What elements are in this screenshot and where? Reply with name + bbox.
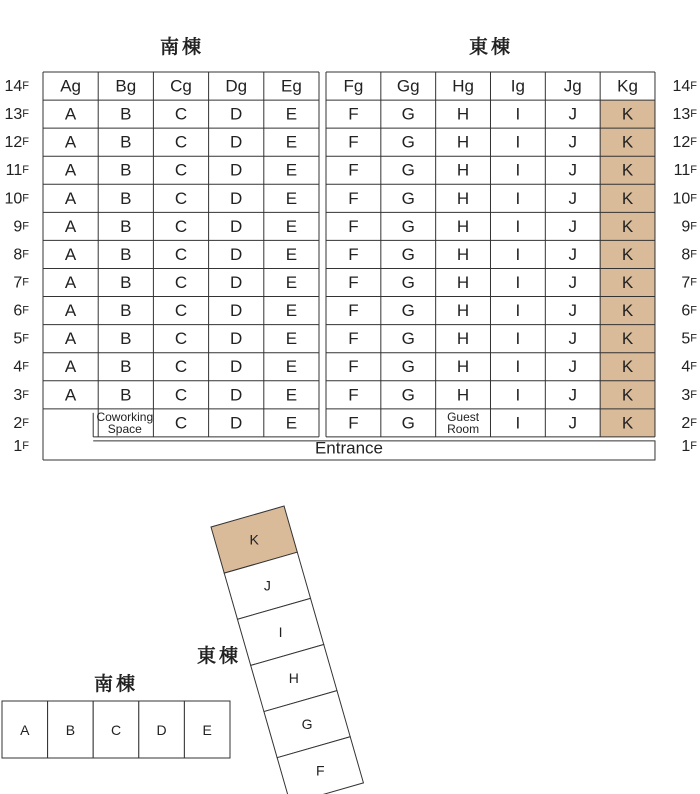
- south-building-title: 南棟: [159, 36, 205, 58]
- floor-number: 7: [681, 274, 691, 292]
- unit-cell: B: [120, 357, 132, 377]
- floor-label-left: [13, 386, 29, 403]
- unit-cell: C: [174, 244, 188, 264]
- column-header: Gg: [396, 76, 420, 96]
- unit-cell: H: [456, 160, 470, 180]
- unit-cell: G: [401, 301, 415, 321]
- unit-cell: B: [120, 132, 132, 152]
- unit-cell: I: [515, 132, 521, 152]
- column-header: Ig: [510, 76, 525, 96]
- coworking-space-label: Coworking: [96, 409, 154, 424]
- floor-label-left: [13, 274, 29, 291]
- unit-cell: D: [230, 132, 243, 152]
- floor-number: 13: [672, 105, 691, 123]
- unit-cell: G: [401, 273, 415, 293]
- unit-cell: D: [230, 357, 243, 377]
- floor-label-left: [13, 414, 29, 431]
- unit-cell: E: [285, 160, 298, 180]
- unit-cell: F: [348, 132, 359, 152]
- unit-cell: K: [621, 132, 634, 152]
- floor-unit: F: [22, 220, 29, 233]
- unit-cell: J: [568, 357, 577, 377]
- unit-cell: C: [174, 132, 188, 152]
- unit-cell: B: [120, 104, 132, 124]
- unit-cell: G: [401, 188, 415, 208]
- unit-cell: A: [64, 244, 77, 264]
- unit-cell: D: [230, 273, 243, 293]
- unit-cell: J: [568, 244, 577, 264]
- unit-cell: K: [621, 160, 634, 180]
- unit-cell: H: [456, 273, 470, 293]
- unit-cell: A: [64, 385, 77, 405]
- unit-cell: H: [456, 244, 470, 264]
- floor-label-right: [681, 358, 697, 375]
- floor-label-left: [13, 246, 29, 263]
- unit-cell: B: [120, 273, 132, 293]
- unit-cell: E: [285, 329, 298, 349]
- floor-unit: F: [690, 136, 697, 149]
- unit-cell: C: [174, 385, 188, 405]
- unit-cell: A: [64, 357, 77, 377]
- unit-cell: F: [348, 160, 359, 180]
- unit-cell: F: [348, 104, 359, 124]
- column-headers: [60, 77, 638, 96]
- unit-cell: C: [174, 357, 188, 377]
- plan-unit-label: B: [65, 722, 76, 738]
- unit-cell: I: [515, 329, 521, 349]
- unit-cell: I: [515, 413, 521, 433]
- unit-cell: B: [120, 329, 132, 349]
- unit-cell: A: [64, 104, 77, 124]
- unit-cell: G: [401, 329, 415, 349]
- floor-label-right: [672, 106, 697, 123]
- floor-label-left: [13, 302, 29, 319]
- unit-cell: I: [515, 244, 521, 264]
- unit-cell: E: [285, 357, 298, 377]
- unit-cell: I: [515, 188, 521, 208]
- floor-label-left: [6, 162, 30, 179]
- unit-cell: A: [64, 273, 77, 293]
- unit-cell: C: [174, 188, 188, 208]
- unit-cell: K: [621, 413, 634, 433]
- floor-number: 4: [13, 358, 23, 376]
- floor-label-left: [13, 218, 29, 235]
- floor-number: 5: [681, 330, 691, 348]
- unit-cell: C: [174, 329, 188, 349]
- floor-number: 6: [13, 302, 23, 320]
- floor-number: 9: [681, 217, 691, 235]
- unit-cell: D: [230, 104, 243, 124]
- floor-unit: F: [22, 80, 29, 93]
- unit-cell: G: [401, 244, 415, 264]
- floor-label-left: [13, 330, 29, 347]
- unit-cell: A: [64, 160, 77, 180]
- plan-unit-label: C: [110, 722, 122, 738]
- guest-room-label: Room: [447, 421, 480, 436]
- site-plan: [2, 506, 363, 794]
- unit-cell: H: [456, 385, 470, 405]
- floor-number: 2: [681, 414, 691, 432]
- unit-cell: G: [401, 216, 415, 236]
- unit-cell: D: [230, 160, 243, 180]
- unit-cell: K: [621, 188, 634, 208]
- floor-unit: F: [22, 164, 29, 177]
- unit-cell: B: [120, 301, 132, 321]
- unit-cell: A: [64, 188, 77, 208]
- unit-cell: G: [401, 160, 415, 180]
- unit-cell: E: [285, 413, 298, 433]
- unit-cell: C: [174, 104, 188, 124]
- unit-cell: E: [285, 216, 298, 236]
- floor-unit: F: [22, 360, 29, 373]
- unit-cell: D: [230, 216, 243, 236]
- unit-cell: F: [348, 216, 359, 236]
- floor-label-right: [681, 246, 697, 263]
- unit-cells: [65, 105, 634, 436]
- unit-cell: J: [568, 329, 577, 349]
- unit-cell: D: [230, 329, 243, 349]
- unit-cell: H: [456, 329, 470, 349]
- plan-unit-label: E: [202, 722, 212, 738]
- floor-unit: F: [690, 164, 697, 177]
- site-plan-south-building: [2, 672, 230, 758]
- building-titles: [160, 35, 513, 58]
- unit-cell: D: [230, 413, 243, 433]
- floor-number: 1: [681, 437, 691, 455]
- floor-unit: F: [22, 192, 29, 205]
- unit-cell: E: [285, 132, 298, 152]
- floor-label-right: [681, 438, 697, 455]
- unit-cell: J: [568, 188, 577, 208]
- unit-cell: E: [285, 273, 298, 293]
- floor-unit: F: [22, 276, 29, 289]
- unit-cell: B: [120, 160, 132, 180]
- unit-cell: J: [568, 132, 577, 152]
- unit-cell: H: [456, 188, 470, 208]
- floor-unit: F: [22, 440, 29, 452]
- floor-unit: F: [690, 416, 697, 429]
- floor-label-left: [13, 438, 29, 455]
- unit-cell: F: [348, 244, 359, 264]
- unit-cell: F: [348, 413, 359, 433]
- unit-cell: K: [621, 216, 634, 236]
- floor-unit: F: [690, 80, 697, 93]
- floor-number: 12: [4, 133, 23, 151]
- coworking-space-label: Space: [107, 421, 142, 436]
- floor-number: 9: [13, 217, 23, 235]
- unit-cell: J: [568, 104, 577, 124]
- floor-number: 11: [673, 161, 691, 179]
- unit-cell: H: [456, 216, 470, 236]
- unit-cell: G: [401, 104, 415, 124]
- unit-cell: J: [568, 413, 577, 433]
- floor-number: 12: [672, 133, 691, 151]
- unit-cell: D: [230, 188, 243, 208]
- unit-cell: A: [64, 329, 77, 349]
- unit-cell: I: [515, 301, 521, 321]
- floor-unit: F: [690, 360, 697, 373]
- floor-label-right: [672, 134, 697, 151]
- floor-label-right: [672, 190, 697, 207]
- unit-cell: F: [348, 188, 359, 208]
- unit-cell: E: [285, 244, 298, 264]
- floor-number: 11: [5, 161, 23, 179]
- unit-cell: C: [174, 273, 188, 293]
- east-building-title: 東棟: [468, 36, 514, 58]
- unit-cell: K: [621, 385, 634, 405]
- unit-cell: G: [401, 132, 415, 152]
- unit-cell: C: [174, 413, 188, 433]
- unit-cell: H: [456, 301, 470, 321]
- column-header: Fg: [343, 76, 364, 96]
- floor-label-left: [4, 78, 29, 95]
- unit-cell: F: [348, 301, 359, 321]
- floor-number: 10: [672, 189, 691, 207]
- floor-number: 8: [681, 245, 691, 263]
- unit-cell: J: [568, 216, 577, 236]
- floor-number: 13: [4, 105, 23, 123]
- unit-cell: I: [515, 385, 521, 405]
- unit-cell: H: [456, 132, 470, 152]
- floor-number: 4: [681, 358, 691, 376]
- floor-unit: F: [22, 248, 29, 261]
- unit-cell: C: [174, 301, 188, 321]
- floor-label-right: [681, 330, 697, 347]
- floor-label-right: [674, 162, 698, 179]
- unit-cell: C: [174, 216, 188, 236]
- unit-cell: F: [348, 273, 359, 293]
- column-header: Kg: [617, 76, 638, 96]
- unit-cell: K: [621, 273, 634, 293]
- unit-cell: G: [401, 357, 415, 377]
- unit-cell: K: [621, 329, 634, 349]
- column-header: Jg: [563, 76, 582, 96]
- unit-cell: D: [230, 244, 243, 264]
- floor-label-right: [681, 274, 697, 291]
- unit-cell: K: [621, 104, 634, 124]
- floor-number: 3: [13, 386, 23, 404]
- unit-cell: E: [285, 385, 298, 405]
- unit-cell: A: [64, 132, 77, 152]
- unit-cell: D: [230, 301, 243, 321]
- floor-label-right: [681, 414, 697, 431]
- unit-cell: A: [64, 301, 77, 321]
- floor-unit: F: [22, 108, 29, 121]
- floor-number: 5: [13, 330, 23, 348]
- unit-cell: B: [120, 385, 132, 405]
- plan-south-title: 南棟: [93, 673, 139, 695]
- unit-cell: J: [568, 273, 577, 293]
- unit-cell: F: [348, 385, 359, 405]
- floor-label-left: [4, 190, 29, 207]
- floor-number: 2: [13, 414, 23, 432]
- floor-unit: F: [22, 136, 29, 149]
- unit-cell: I: [515, 160, 521, 180]
- plan-unit-label: H: [288, 670, 299, 687]
- guest-room-label: Guest: [447, 409, 480, 424]
- unit-cell: B: [120, 244, 132, 264]
- floor-unit: F: [690, 220, 697, 233]
- column-header: Bg: [115, 76, 137, 96]
- plan-east-title: 東棟: [196, 645, 242, 667]
- unit-cell: I: [515, 273, 521, 293]
- plan-unit-label: A: [20, 722, 30, 738]
- unit-cell: E: [285, 188, 298, 208]
- floor-unit: F: [22, 388, 29, 401]
- floor-number: 8: [13, 245, 23, 263]
- floor-number: 14: [672, 77, 691, 95]
- entrance-label: Entrance: [314, 438, 384, 458]
- floor-label-right: [681, 218, 697, 235]
- unit-cell: G: [401, 413, 415, 433]
- floor-unit: F: [690, 108, 697, 121]
- floor-number: 14: [4, 77, 23, 95]
- unit-cell: K: [621, 357, 634, 377]
- floor-unit: F: [22, 304, 29, 317]
- floor-label-left: [4, 134, 29, 151]
- floor-number: 7: [13, 274, 23, 292]
- unit-cell: B: [120, 188, 132, 208]
- floor-unit: F: [22, 332, 29, 345]
- floor-number: 6: [681, 302, 691, 320]
- unit-cell: A: [64, 216, 77, 236]
- column-header: Eg: [281, 76, 302, 96]
- unit-cell: K: [621, 244, 634, 264]
- unit-cell: E: [285, 104, 298, 124]
- unit-cell: G: [401, 385, 415, 405]
- column-header: Ag: [60, 76, 81, 96]
- plan-unit-label: J: [263, 577, 271, 594]
- unit-cell: B: [120, 216, 132, 236]
- plan-unit-label: I: [278, 623, 283, 640]
- floor-label-left: [13, 358, 29, 375]
- floor-number: 10: [4, 189, 23, 207]
- floor-label-left: [4, 106, 29, 123]
- floor-unit: F: [690, 388, 697, 401]
- unit-cell: K: [621, 301, 634, 321]
- floor-label-right: [672, 78, 697, 95]
- floor-number: 3: [681, 386, 691, 404]
- unit-cell: J: [568, 301, 577, 321]
- unit-cell: E: [285, 301, 298, 321]
- plan-unit-label: F: [316, 762, 325, 779]
- floor-unit: F: [690, 276, 697, 289]
- column-header: Dg: [225, 76, 248, 96]
- floor-unit: F: [690, 248, 697, 261]
- unit-cell: I: [515, 104, 521, 124]
- floor-label-right: [681, 302, 697, 319]
- unit-cell: I: [515, 357, 521, 377]
- unit-cell: F: [348, 329, 359, 349]
- unit-cell: D: [230, 385, 243, 405]
- floor-label-right: [681, 386, 697, 403]
- floor-unit: F: [690, 304, 697, 317]
- unit-cell: H: [456, 357, 470, 377]
- column-header: Hg: [452, 76, 474, 96]
- floor-unit: F: [690, 440, 697, 452]
- unit-cell: J: [568, 160, 577, 180]
- floor-number: 1: [13, 437, 23, 455]
- floor-unit: F: [690, 192, 697, 205]
- unit-cell: F: [348, 357, 359, 377]
- column-header: Cg: [170, 76, 192, 96]
- plan-unit-label: D: [156, 722, 167, 738]
- unit-cell: H: [456, 104, 470, 124]
- plan-unit-label: G: [301, 716, 313, 733]
- unit-cell: I: [515, 216, 521, 236]
- floor-unit: F: [22, 416, 29, 429]
- entrance-block: [43, 439, 655, 461]
- unit-cell: C: [174, 160, 188, 180]
- unit-cell: J: [568, 385, 577, 405]
- floor-unit: F: [690, 332, 697, 345]
- plan-unit-label: K: [249, 531, 259, 548]
